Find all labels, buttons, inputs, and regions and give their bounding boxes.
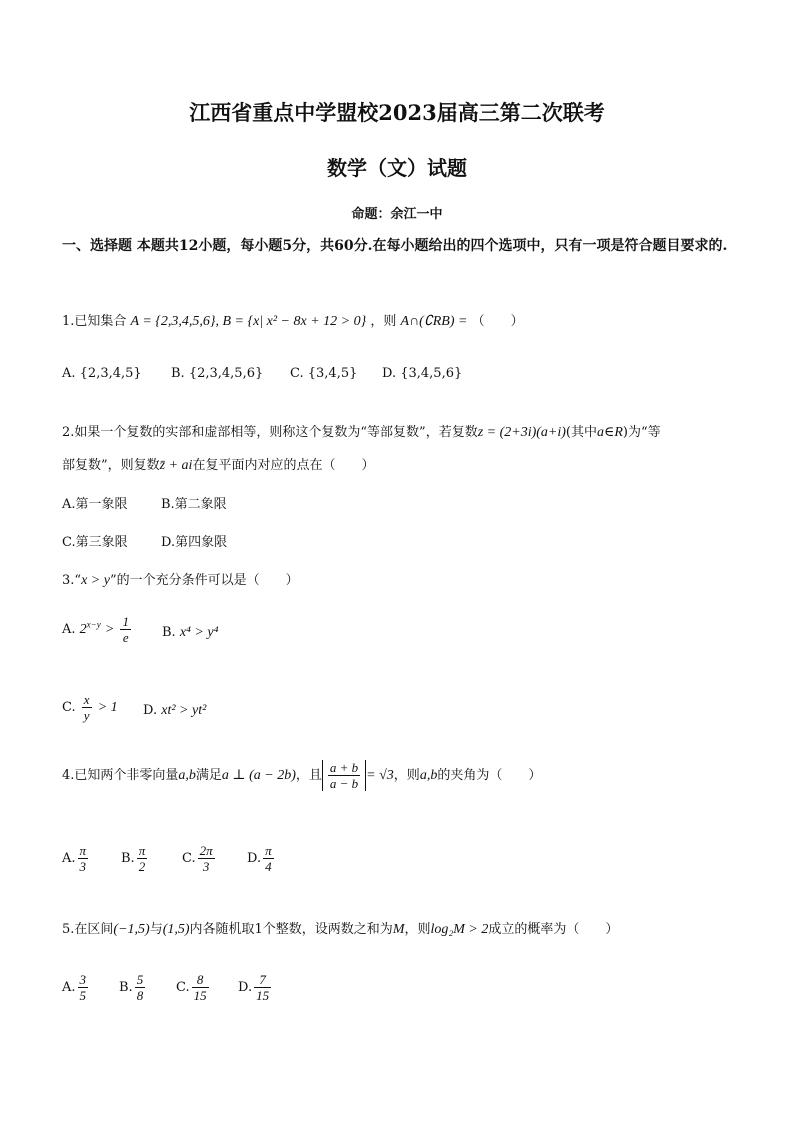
- q4-option-d-fraction: [263, 843, 274, 874]
- fraction-denominator: 15: [193, 988, 207, 1003]
- q3-option-a: [62, 614, 133, 645]
- q5-text-2: 与: [149, 922, 163, 937]
- fraction-numerator: π: [138, 843, 146, 858]
- question-5: [62, 918, 618, 938]
- question-1: [62, 310, 524, 330]
- q4-option-a: [62, 843, 90, 874]
- fraction-denominator: 2: [138, 859, 146, 874]
- q2-conjugate: z̄ + ai: [159, 458, 193, 473]
- q3-option-a-fraction: [120, 614, 131, 645]
- q3-option-c-fraction: [82, 692, 92, 723]
- q5-option-c-fraction: [192, 972, 209, 1003]
- q3-option-b-math: x⁴ > y⁴: [179, 625, 219, 640]
- fraction-denominator: 4: [265, 859, 272, 874]
- q4-text-2: 满足: [195, 768, 222, 783]
- q4-text-5: 的夹角为（ ）: [437, 768, 542, 783]
- q4-vectors: a,b: [178, 768, 196, 783]
- q5-option-a-fraction: [78, 972, 89, 1003]
- exam-title: 江西省重点中学盟校2023届高三第二次联考: [189, 100, 605, 125]
- q5-option-b: [119, 972, 147, 1003]
- q4-option-d: [247, 843, 276, 874]
- fraction-numerator: 2π: [199, 843, 213, 858]
- q5-option-b-fraction: [135, 972, 146, 1003]
- fraction-denominator: 15: [256, 988, 270, 1003]
- q4-abs-fraction: [322, 760, 366, 791]
- fraction-numerator: π: [79, 843, 87, 858]
- fraction-numerator: π: [265, 843, 272, 858]
- q4-option-c-label: C.: [182, 851, 196, 866]
- q4-option-b: [121, 843, 149, 874]
- q4-text-4: ，则: [393, 768, 420, 783]
- q1-expression: A∩(∁RB) =: [400, 314, 468, 329]
- exam-subject: 数学（文）试题: [327, 156, 467, 180]
- section-heading: 一、选择题 本题共12小题，每小题5分，共60分.在每小题给出的四个选项中，只有一项是符合题目要求的.: [62, 238, 728, 254]
- q5-option-a: [62, 972, 90, 1003]
- q2-text-4: 部复数”，则复数: [62, 458, 160, 473]
- q3-text-2: ”的一个充分条件可以是（ ）: [109, 573, 299, 588]
- q4-option-b-label: B.: [121, 851, 135, 866]
- q5-interval-1: (−1,5): [113, 922, 150, 937]
- exam-author: 命题：余江一中: [351, 207, 443, 222]
- q3-option-a-exponent: x−y: [86, 619, 101, 630]
- q2-option-c: C.第三象限: [62, 535, 128, 550]
- q1-option-a: A. {2,3,4,5}: [62, 366, 142, 381]
- q3-text-1: 3.“: [62, 573, 82, 588]
- q5-text-4: ，则: [404, 922, 431, 937]
- q5-text-1: 5.在区间: [62, 922, 114, 937]
- q4-option-c-fraction: [198, 843, 215, 874]
- fraction-denominator: 5: [79, 988, 87, 1003]
- q5-text-3: 内各随机取1个整数，设两数之和为: [189, 922, 393, 937]
- fraction-numerator: x: [83, 692, 90, 707]
- q4-perpendicular: a ⊥ (a − 2b): [221, 768, 296, 783]
- fraction-denominator: e: [122, 630, 129, 645]
- q3-option-c-label: C.: [62, 700, 76, 715]
- q4-text-1: 4.已知两个非零向量: [62, 768, 179, 783]
- q5-log-inequality: log₂M > 2: [430, 922, 489, 937]
- q3-option-a-gt: >: [104, 622, 115, 637]
- question-3: [62, 569, 299, 589]
- fraction-denominator: 3: [202, 859, 210, 874]
- q4-fraction: [328, 760, 360, 791]
- q2-condition: a∈R: [597, 425, 623, 440]
- q4-text-3: ，且: [295, 768, 322, 783]
- q2-text-3: )为“等: [622, 425, 661, 440]
- q5-option-d: [238, 972, 273, 1003]
- q3-option-d-math: xt² > yt²: [161, 703, 207, 718]
- q5-option-c-label: C.: [176, 980, 190, 995]
- q4-option-c: [182, 843, 217, 874]
- fraction-denominator: y: [83, 708, 90, 723]
- q5-option-a-label: A.: [62, 980, 76, 995]
- q1-stem: 1.已知集合: [62, 314, 127, 329]
- fraction-numerator: 3: [79, 972, 87, 987]
- q3-option-c: [62, 692, 118, 723]
- q2-complex: z = (2+3i)(a+i): [477, 425, 566, 440]
- q3-option-d: [143, 703, 206, 719]
- q2-option-b: B.第二象限: [161, 497, 227, 512]
- q5-option-b-label: B.: [119, 980, 133, 995]
- question-4: [62, 760, 541, 791]
- q1-option-b: B. {2,3,4,5,6}: [171, 366, 264, 381]
- q2-option-a: A.第一象限: [62, 497, 128, 512]
- q3-option-d-label: D.: [143, 703, 158, 718]
- fraction-numerator: 1: [122, 614, 129, 629]
- fraction-numerator: 8: [192, 972, 209, 988]
- q4-option-b-fraction: [137, 843, 148, 874]
- q3-option-c-rest: > 1: [97, 700, 118, 715]
- q5-text-5: 成立的概率为（ ）: [488, 922, 619, 937]
- fraction-denominator: 8: [136, 988, 144, 1003]
- q5-interval-2: (1,5): [162, 922, 190, 937]
- q3-option-a-label: A.: [62, 622, 76, 637]
- q3-option-b-label: B.: [162, 625, 176, 640]
- question-2-line-2: [62, 454, 374, 474]
- q1-option-c: C. {3,4,5}: [290, 366, 358, 381]
- q2-text-5: 在复平面内对应的点在（ ）: [192, 458, 375, 473]
- fraction-numerator: 5: [136, 972, 144, 987]
- q3-option-a-base: 2: [79, 622, 87, 637]
- fraction-numerator: a + b: [329, 760, 359, 775]
- fraction-numerator: 7: [254, 972, 271, 988]
- q4-option-a-fraction: [78, 843, 89, 874]
- q2-option-d: D.第四象限: [161, 535, 228, 550]
- fraction-denominator: a − b: [329, 776, 359, 791]
- question-2-line-1: [62, 421, 661, 441]
- q5-variable-m: M: [392, 922, 405, 937]
- q5-option-d-fraction: [254, 972, 271, 1003]
- q2-text-2: (其中: [565, 425, 597, 440]
- q5-option-d-label: D.: [238, 980, 253, 995]
- q1-blank: （ ）: [471, 314, 524, 329]
- q5-option-c: [176, 972, 211, 1003]
- q1-option-d: D. {3,4,5,6}: [382, 366, 463, 381]
- q4-option-d-label: D.: [247, 851, 262, 866]
- q1-mid: ，则: [370, 314, 397, 329]
- q3-inequality: x > y: [81, 573, 110, 588]
- q4-vectors-2: a,b: [419, 768, 438, 783]
- q2-text-1: 2.如果一个复数的实部和虚部相等，则称这个复数为“等部复数”，若复数: [62, 425, 478, 440]
- q1-sets: A = {2,3,4,5,6}, B = {x| x² − 8x + 12 > 0}: [130, 314, 367, 329]
- q4-option-a-label: A.: [62, 851, 76, 866]
- fraction-denominator: 3: [79, 859, 87, 874]
- q3-option-b: [162, 625, 218, 641]
- q4-equals: = √3: [366, 768, 394, 783]
